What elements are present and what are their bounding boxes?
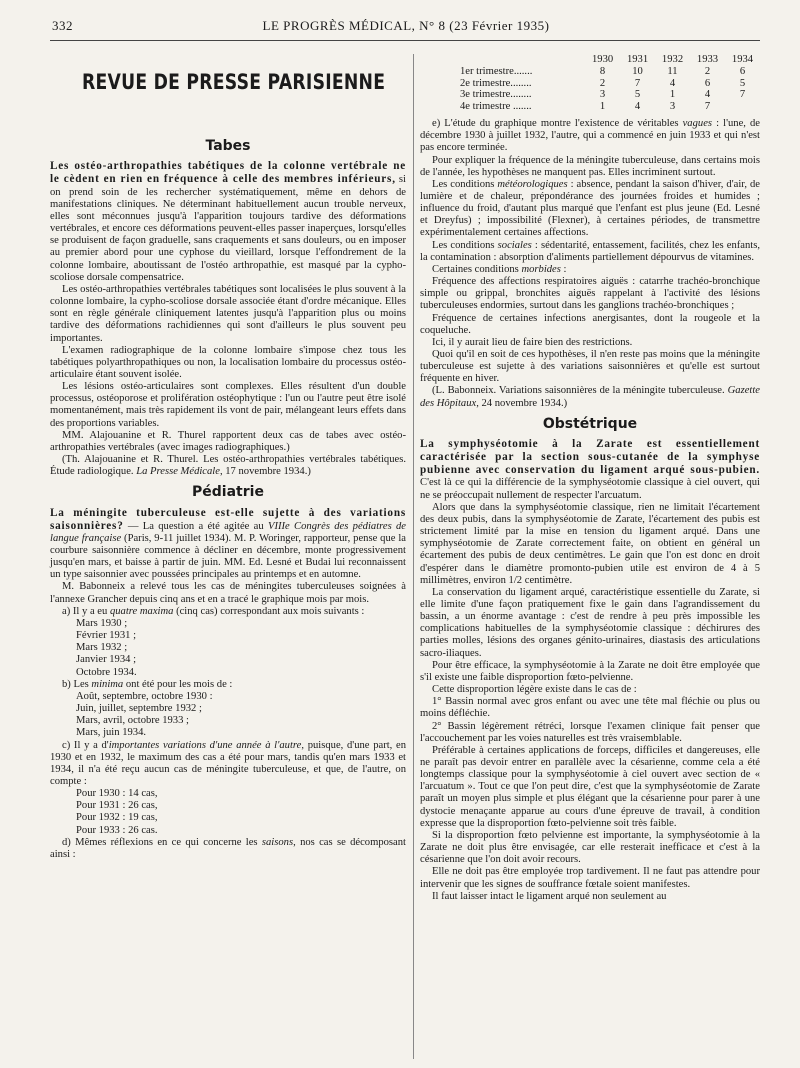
row-label: 2e trimestre........ — [460, 77, 532, 89]
table-cell: 4 — [704, 89, 711, 101]
pediatrie-reference — [420, 385, 760, 409]
obstetrique-paragraph: 2° Bassin légèrement rétréci, lorsque l'examen clinique fait penser que l'accouchement par les voies naturelles est très vraisemblable. — [420, 720, 760, 744]
table-year: 1933 — [696, 54, 719, 65]
pediatrie-item-c — [50, 740, 406, 789]
body-text: b) Les — [62, 678, 92, 690]
body-text: C'est là ce qui la différencie de la symphyséotomie classique à ciel ouvert, qui ne se préoccupait nullement de respecter l'arcuatum. — [420, 477, 760, 501]
body-text: a) Il y a eu — [62, 605, 110, 617]
maxima-line: Février 1931 ; — [76, 630, 137, 642]
maxima-line: Octobre 1934. — [76, 666, 137, 678]
left-column — [50, 54, 406, 861]
pour-line: Pour 1932 : 19 cas, — [76, 812, 158, 824]
table-cell: 4 — [634, 100, 641, 112]
obstetrique-paragraph — [420, 438, 760, 502]
body-text: ont été pour les mois de : — [123, 678, 233, 690]
pediatrie-paragraph — [420, 240, 760, 264]
emphasis: quatre maxima — [109, 605, 174, 617]
emphasis: sociales — [497, 239, 532, 251]
body-text: (Paris, 9-11 juillet 1934). M. P. Woringer, rapporteur, pense que la courbure saisonnière commence à décliner en décembre, monte progressivement jusqu'en mars, et baisse à partir de juin. MM. Ed. Lesné et Budai lui reconnaissent un type saisonnier avec poussées principales au printemps et en automne. — [50, 532, 406, 581]
tabes-paragraph: MM. Alajouanine et R. Thurel rapportent deux cas de tabes avec ostéo-arthropathies vertébrales (avec images radiographiques.) — [50, 429, 406, 453]
pour-line: Pour 1931 : 26 cas, — [76, 800, 158, 812]
minima-line: Août, septembre, octobre 1930 : — [76, 690, 213, 702]
row-label: 1er trimestre....... — [460, 66, 533, 78]
obstetrique-paragraph: Préférable à certaines applications de forceps, difficiles et dangereuses, elle ne paraît pas devoir entrer en parallèle avec la césarienne, comme cela a été longtemps classique pour la symphyséotomie à ciel ouvert avec section de « l'arcuatum ». Tout ce que l'on peut dire, c'est que la symphyséotomie de Zarate paraît un moyen plus simple et plus élégant que la césarienne pour parer à une dystocie menaçante apparue au cours d'une épreuve de travail, à condition expresse que la disproportion fœto-pelvienne soit très faible. — [420, 744, 760, 829]
table-cell: 6 — [739, 66, 746, 78]
table-year: 1932 — [661, 54, 684, 65]
table-cell: 3 — [599, 89, 606, 101]
table-cell: 2 — [599, 77, 606, 89]
pediatrie-paragraph: Quoi qu'il en soit de ces hypothèses, il n'en reste pas moins que la méningite tuberculeuse est sujette à des variations saisonnières et qu'elle est surtout fréquente en hiver. — [420, 349, 760, 385]
pediatrie-paragraph: Fréquence de certaines infections anergisantes, dont la rougeole et la coqueluche. — [420, 312, 760, 336]
ref-text: (Th. Alajouanine et R. Thurel. Les ostéo-arthropathies vertébrales tabétiques. Étude radiologique. — [50, 454, 406, 478]
table-cell — [725, 101, 760, 112]
obstetrique-paragraph: Il faut laisser intact le ligament arqué non seulement au — [432, 890, 667, 902]
lead-text: La méningite tuberculeuse est-elle sujette à des variations saisonnières? — [50, 506, 406, 532]
pour-line: Pour 1930 : 14 cas, — [76, 788, 158, 800]
maxima-line: Mars 1930 ; — [76, 617, 128, 629]
body-text: e) L'étude du graphique montre l'existence de véritables — [432, 118, 683, 130]
obstetrique-paragraph: 1° Bassin normal avec gros enfant ou avec une tête mal fléchie ou plus ou moins défléchie. — [420, 696, 760, 720]
ref-text: (L. Babonneix. Variations saisonnières de la méningite tuberculeuse. — [432, 385, 728, 397]
pediatrie-paragraph: Fréquence des affections respiratoires aiguës : catarrhe trachéo-bronchique simple ou grippal, bronchites aiguës rappelant à l'activité des lésions tuberculeuses endormies, surtout dans les ganglions trachéo-bronchiques ; — [420, 276, 760, 312]
obstetrique-paragraph: Pour être efficace, la symphyséotomie à la Zarate ne doit être employée que s'il existe une faible disproportion fœto-pelvienne. — [420, 659, 760, 683]
ref-date: , 17 novembre 1934.) — [219, 466, 311, 478]
tabes-paragraph: L'examen radiographique de la colonne lombaire s'impose chez tous les tabétiques polyarthropathiques ou non, la localisation lombaire du processus ostéo-articulaire étant souvent isolée. — [50, 344, 406, 380]
table-cell: 3 — [669, 100, 676, 112]
body-text: , puisque, d'une part, en 1930 et en 1932, le maximum des cas a été pour mars, tandis qu'en mars 1933 et 1934, il n'a été reçu aucun cas de méningite tuberculeuse, et que, de l'autre, on compte : — [50, 739, 407, 787]
body-text: Les conditions — [432, 239, 498, 251]
table-cell: 4 — [669, 77, 676, 89]
table-cell: 5 — [634, 89, 641, 101]
table-year: 1931 — [626, 54, 649, 65]
table-row — [460, 66, 760, 77]
header-rule — [50, 40, 760, 41]
obstetrique-paragraph: Elle ne doit pas être employée trop tardivement. Il ne faut pas attendre pour intervenir que les signes de souffrance fœtale soient manifestes. — [420, 866, 760, 890]
ref-journal: La Presse Médicale — [136, 466, 220, 478]
table-cell: 1 — [669, 89, 676, 101]
emphasis: météorologiques — [497, 178, 568, 190]
row-label: 4e trimestre ....... — [460, 100, 532, 112]
obstetrique-paragraph: Si la disproportion fœto pelvienne est importante, la symphyséotomie à la Zarate ne doit plus être envisagée, car elle resterait inefficace et c'est à la césarienne que l'on doit avoir recours. — [420, 829, 760, 866]
body-text: si on prend soin de les rechercher systématiquement, même en dehors de manifestations cliniques. Ne déterminant habituellement aucun trouble nerveux, elles sont méconnues jusqu'à l'apparition toujours tardive des déformations vertébrales, et encore ces déformations peuvent-elles passer inaperçues, lorsqu'elles se produisent de façon graduelle, sans craquements et sans douleurs, ou en imposer au premier abord pour une cyphose du vieillard, lorsque l'effondrement de la colonne lombaire, aboutissant de l'ostéo arthropathie, est masqué par la cypho-scoliose dorsale compensatrice. — [50, 174, 406, 283]
emphasis: importantes variations d'une année à l'autre — [108, 739, 302, 751]
table-year: 1934 — [731, 54, 754, 65]
ref-date: , 24 novembre 1934.) — [476, 397, 568, 409]
right-column — [420, 54, 760, 903]
running-title: LE PROGRÈS MÉDICAL, N° 8 (23 Février 1935) — [262, 18, 550, 33]
table-header-row — [460, 54, 760, 66]
pediatrie-item-b — [50, 679, 406, 691]
table-cell: 6 — [704, 77, 711, 89]
obstetrique-paragraph: Cette disproportion légère existe dans le cas de : — [432, 684, 637, 696]
body-text: (cinq cas) correspondant aux mois suivants : — [173, 605, 365, 617]
tabes-paragraph — [50, 160, 406, 284]
pediatrie-paragraph — [50, 507, 406, 582]
table-cell: 5 — [739, 77, 746, 89]
table-row — [460, 78, 760, 89]
pediatrie-item-a — [50, 606, 406, 618]
row-label: 3e trimestre........ — [460, 89, 532, 101]
body-text: : l'une, de décembre 1930 à juillet 1932, l'autre, qui a commencé en juin 1933 et qui n'est pas encore terminée. — [420, 118, 761, 154]
maxima-line: Mars 1932 ; — [76, 642, 128, 654]
pediatrie-paragraph: M. Babonneix a relevé tous les cas de méningites tuberculeuses soignées à l'annexe Grancher depuis cinq ans et en a tracé le graphique mois par mois. — [50, 581, 406, 605]
table-year: 1930 — [591, 54, 614, 65]
column-separator — [413, 54, 414, 1059]
table-cell: 1 — [599, 100, 606, 112]
maxima-line: Janvier 1934 ; — [76, 654, 137, 666]
body-text: : — [560, 263, 567, 275]
pediatrie-paragraph: Pour expliquer la fréquence de la méningite tuberculeuse, dans certains mois de l'année, les hypothèses ne manquent pas. Elles incriminent surtout. — [420, 154, 760, 178]
lead-text: La symphyséotomie à la Zarate est essentiellement caractérisée par la section sous-cutanée de la symphyse pubienne avec conservation du ligament arqué sous-pubien. — [420, 437, 760, 477]
pediatrie-paragraph — [420, 179, 760, 240]
obstetrique-paragraph: Alors que dans la symphyséotomie classique, rien ne limitait l'écartement des deux pubis, dans la symphyséotomie de Zarate, l'écartement des pubis est strictement limité par la mise en tension du ligament arqué. Dans une symphyséotomie de Zarate correctement faite, on obtient en général un écartement des pubis de deux centimètres. Le gain que l'on est donc en droit d'espérer dans le diamètre promonto-pubien utile est environ de 4 à 5 millimètres, environ 1/2 centimètre. — [420, 501, 760, 586]
body-text: , nos cas se décomposant ainsi : — [50, 836, 406, 860]
seasonal-table — [460, 54, 760, 112]
emphasis: saisons — [261, 836, 294, 848]
page-header — [52, 18, 760, 40]
table-row — [460, 101, 760, 112]
heading-pediatrie: Pédiatrie — [192, 484, 264, 501]
heading-tabes: Tabes — [205, 138, 251, 155]
page-number: 332 — [52, 18, 73, 33]
minima-line: Mars, avril, octobre 1933 ; — [76, 715, 189, 727]
emphasis: morbides — [521, 263, 561, 275]
section-title: REVUE DE PRESSE PARISIENNE — [82, 70, 386, 94]
table-cell: 8 — [599, 66, 606, 78]
body-text: d) Mêmes réflexions en ce qui concerne les — [62, 836, 262, 848]
body-text: c) Il y a d' — [62, 739, 109, 751]
obstetrique-paragraph: La conservation du ligament arqué, caractéristique essentielle du Zarate, si elle limite d'une façon pratiquement fixe le gain dans l'agrandissement du bassin, a un énorme avantage : c'est de rendre à peu près impossible les complications habituelles de la symphyséotomie classique : déchirures des parties molles, lésions des organes génito-urinaires, diastasis des articulations sacro-iliaques. — [420, 586, 760, 659]
pediatrie-paragraph — [420, 264, 760, 276]
pediatrie-item-e — [420, 118, 760, 154]
tabes-paragraph: Les lésions ostéo-articulaires sont complexes. Elles résultent d'un double processus, ostéoporose et prolifération ostéophytique : l'un ou l'autre peut être isolé momentanément, mais très rapidement ils vont de pair, mélangeant leurs effets dans des proportions variables. — [50, 381, 406, 429]
table-cell: 10 — [632, 66, 643, 78]
table-cell: 2 — [704, 66, 711, 78]
minima-line: Mars, juin 1934. — [76, 727, 147, 739]
lead-text: Les ostéo-arthropathies tabétiques de la colonne vertébrale ne le cèdent en rien en fréquence à celle des membres inférieurs, — [50, 160, 406, 186]
congress-name: VIIIe Congrès des pédiatres de langue française — [50, 520, 406, 544]
body-text: — La question a été agitée au — [123, 520, 268, 532]
table-cell: 11 — [667, 66, 678, 78]
body-text: : absence, pendant la saison d'hiver, d'air, de lumière et de chaleur, prépondérance des journées froides et humides ; influence du froid, d'autant plus marqué que l'enfant est plus jeune (Ed. Lesné et Dreyfus) ; impossibilité (Flexner), à certaines périodes, de transmettre expérimentalement certaines affections. — [420, 178, 760, 239]
body-text: Certaines conditions — [432, 263, 522, 275]
tabes-reference — [50, 454, 406, 478]
body-text: : sédentarité, entassement, facilités, chez les enfants, la contamination : absorption d'aliments partiellement dépourvus de vitamines. — [420, 239, 761, 263]
pour-line: Pour 1933 : 26 cas. — [76, 824, 158, 836]
minima-line: Juin, juillet, septembre 1932 ; — [76, 703, 202, 715]
emphasis: minima — [91, 678, 124, 690]
body-text: Les conditions — [432, 178, 498, 190]
table-cell: 7 — [634, 77, 641, 89]
heading-obstetrique: Obstétrique — [542, 415, 638, 432]
pediatrie-item-d — [50, 837, 406, 861]
table-cell: 7 — [739, 89, 746, 101]
emphasis: vagues — [682, 118, 713, 130]
ref-journal: Gazette des Hôpitaux — [420, 385, 760, 409]
pediatrie-paragraph: Ici, il y aurait lieu de faire bien des restrictions. — [432, 336, 633, 348]
tabes-paragraph: Les ostéo-arthropathies vertébrales tabétiques sont localisées le plus souvent à la colonne lombaire, la cypho-scoliose dorsale associée étant d'ordre mécanique. Elles sont en règle générale cliniquement latentes jusqu'à l'apparition plus ou moins tardive des déformations rachidiennes qui sont d'ailleurs le plus souvent peu importantes. — [50, 283, 406, 344]
table-row — [460, 89, 760, 100]
table-cell: 7 — [704, 100, 711, 112]
